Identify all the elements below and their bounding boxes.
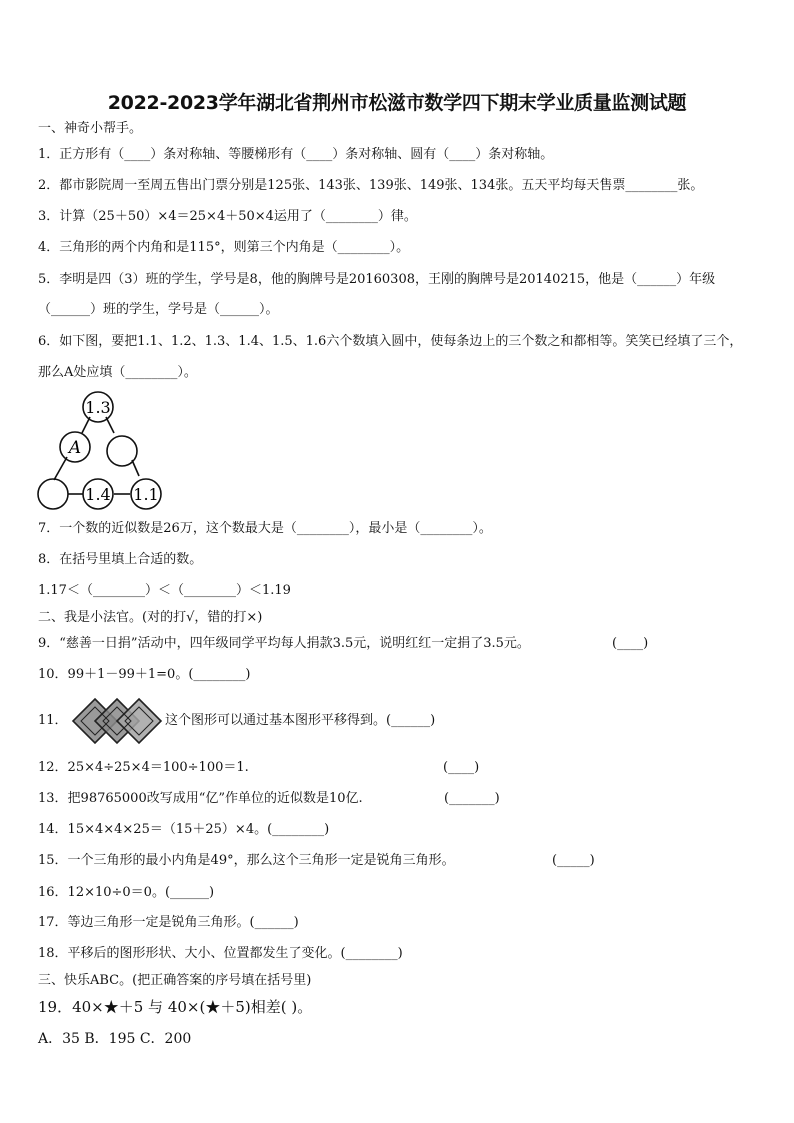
question-6-line1: 6．如下图，要把1.1、1.2、1.3、1.4、1.5、1.6六个数填入圆中，使每条边上的三个数之和都相等。笑笑已经填了三个，	[38, 334, 743, 349]
question-13: 13．把98765000改写成用“亿”作单位的近似数是10亿.	[38, 791, 363, 806]
question-19: 19．40×★＋5 与 40×(★＋5)相差( )。	[38, 998, 313, 1016]
question-15: 15．一个三角形的最小内角是49°，那么这个三角形一定是锐角三角形。	[38, 853, 455, 868]
figure-label-bottom-right: 1.1	[133, 485, 159, 504]
edge-line	[54, 457, 67, 480]
question-15-answer-blank: (_____)	[552, 853, 595, 868]
question-19-options: A．35 B．195 C．200	[38, 1031, 192, 1047]
question-11-number: 11．	[38, 713, 68, 728]
question-8-blanks: 1.17＜（________）＜（________）＜1.19	[38, 583, 291, 598]
question-3: 3．计算（25＋50）×4＝25×4＋50×4运用了（________）律。	[38, 209, 417, 224]
figure-label-bottom-mid: 1.4	[85, 485, 111, 504]
question-9: 9．“慈善一日捐”活动中，四年级同学平均每人捐款3.5元，说明红红一定捐了3.5元。	[38, 636, 530, 651]
number-triangle-figure	[34, 390, 166, 510]
circle-right-mid	[107, 436, 137, 466]
translated-diamonds-figure	[71, 697, 163, 745]
question-10: 10．99＋1－99＋1=0。(________)	[38, 667, 251, 682]
question-13-answer-blank: (_______)	[444, 791, 500, 806]
section-2-heading: 二、我是小法官。(对的打√，错的打×)	[38, 610, 263, 625]
question-1: 1．正方形有（____）条对称轴、等腰梯形有（____）条对称轴、圆有（____）条对称轴。	[38, 147, 554, 162]
question-5-line2: （______）班的学生，学号是（______）。	[38, 302, 279, 317]
question-12-answer-blank: (____)	[443, 760, 480, 775]
question-17: 17．等边三角形一定是锐角三角形。(______)	[38, 915, 299, 930]
edge-line	[132, 460, 139, 476]
circle-bottom-left	[38, 479, 68, 509]
question-5-line1: 5．李明是四（3）班的学生，学号是8，他的胸牌号是20160308，王刚的胸牌号是20140215，他是（______）年级	[38, 272, 716, 287]
section-3-heading: 三、快乐ABC。(把正确答案的序号填在括号里)	[38, 973, 312, 988]
question-18: 18．平移后的图形形状、大小、位置都发生了变化。(________)	[38, 946, 403, 961]
question-14: 14．15×4×4×25＝（15＋25）×4。(________)	[38, 822, 330, 837]
figure-label-a: A	[68, 438, 82, 458]
figure-label-top: 1.3	[85, 398, 111, 417]
question-11: 这个图形可以通过基本图形平移得到。(______)	[165, 713, 436, 728]
page-title: 2022-2023学年湖北省荆州市松滋市数学四下期末学业质量监测试题	[107, 92, 687, 114]
section-1-heading: 一、神奇小帮手。	[38, 121, 143, 136]
question-8: 8．在括号里填上合适的数。	[38, 552, 203, 567]
question-6-line2: 那么A处应填（________）。	[38, 365, 197, 380]
question-2: 2．都市影院周一至周五售出门票分别是125张、143张、139张、149张、134张。五天平均每天售票________张。	[38, 178, 704, 193]
question-9-answer-blank: (____)	[612, 636, 649, 651]
question-12: 12．25×4÷25×4＝100÷100＝1.	[38, 760, 249, 775]
question-4: 4．三角形的两个内角和是115°，则第三个内角是（________）。	[38, 240, 410, 255]
question-7: 7．一个数的近似数是26万，这个数最大是（________），最小是（________）。	[38, 521, 492, 536]
question-16: 16．12×10÷0＝0。(______)	[38, 885, 215, 900]
